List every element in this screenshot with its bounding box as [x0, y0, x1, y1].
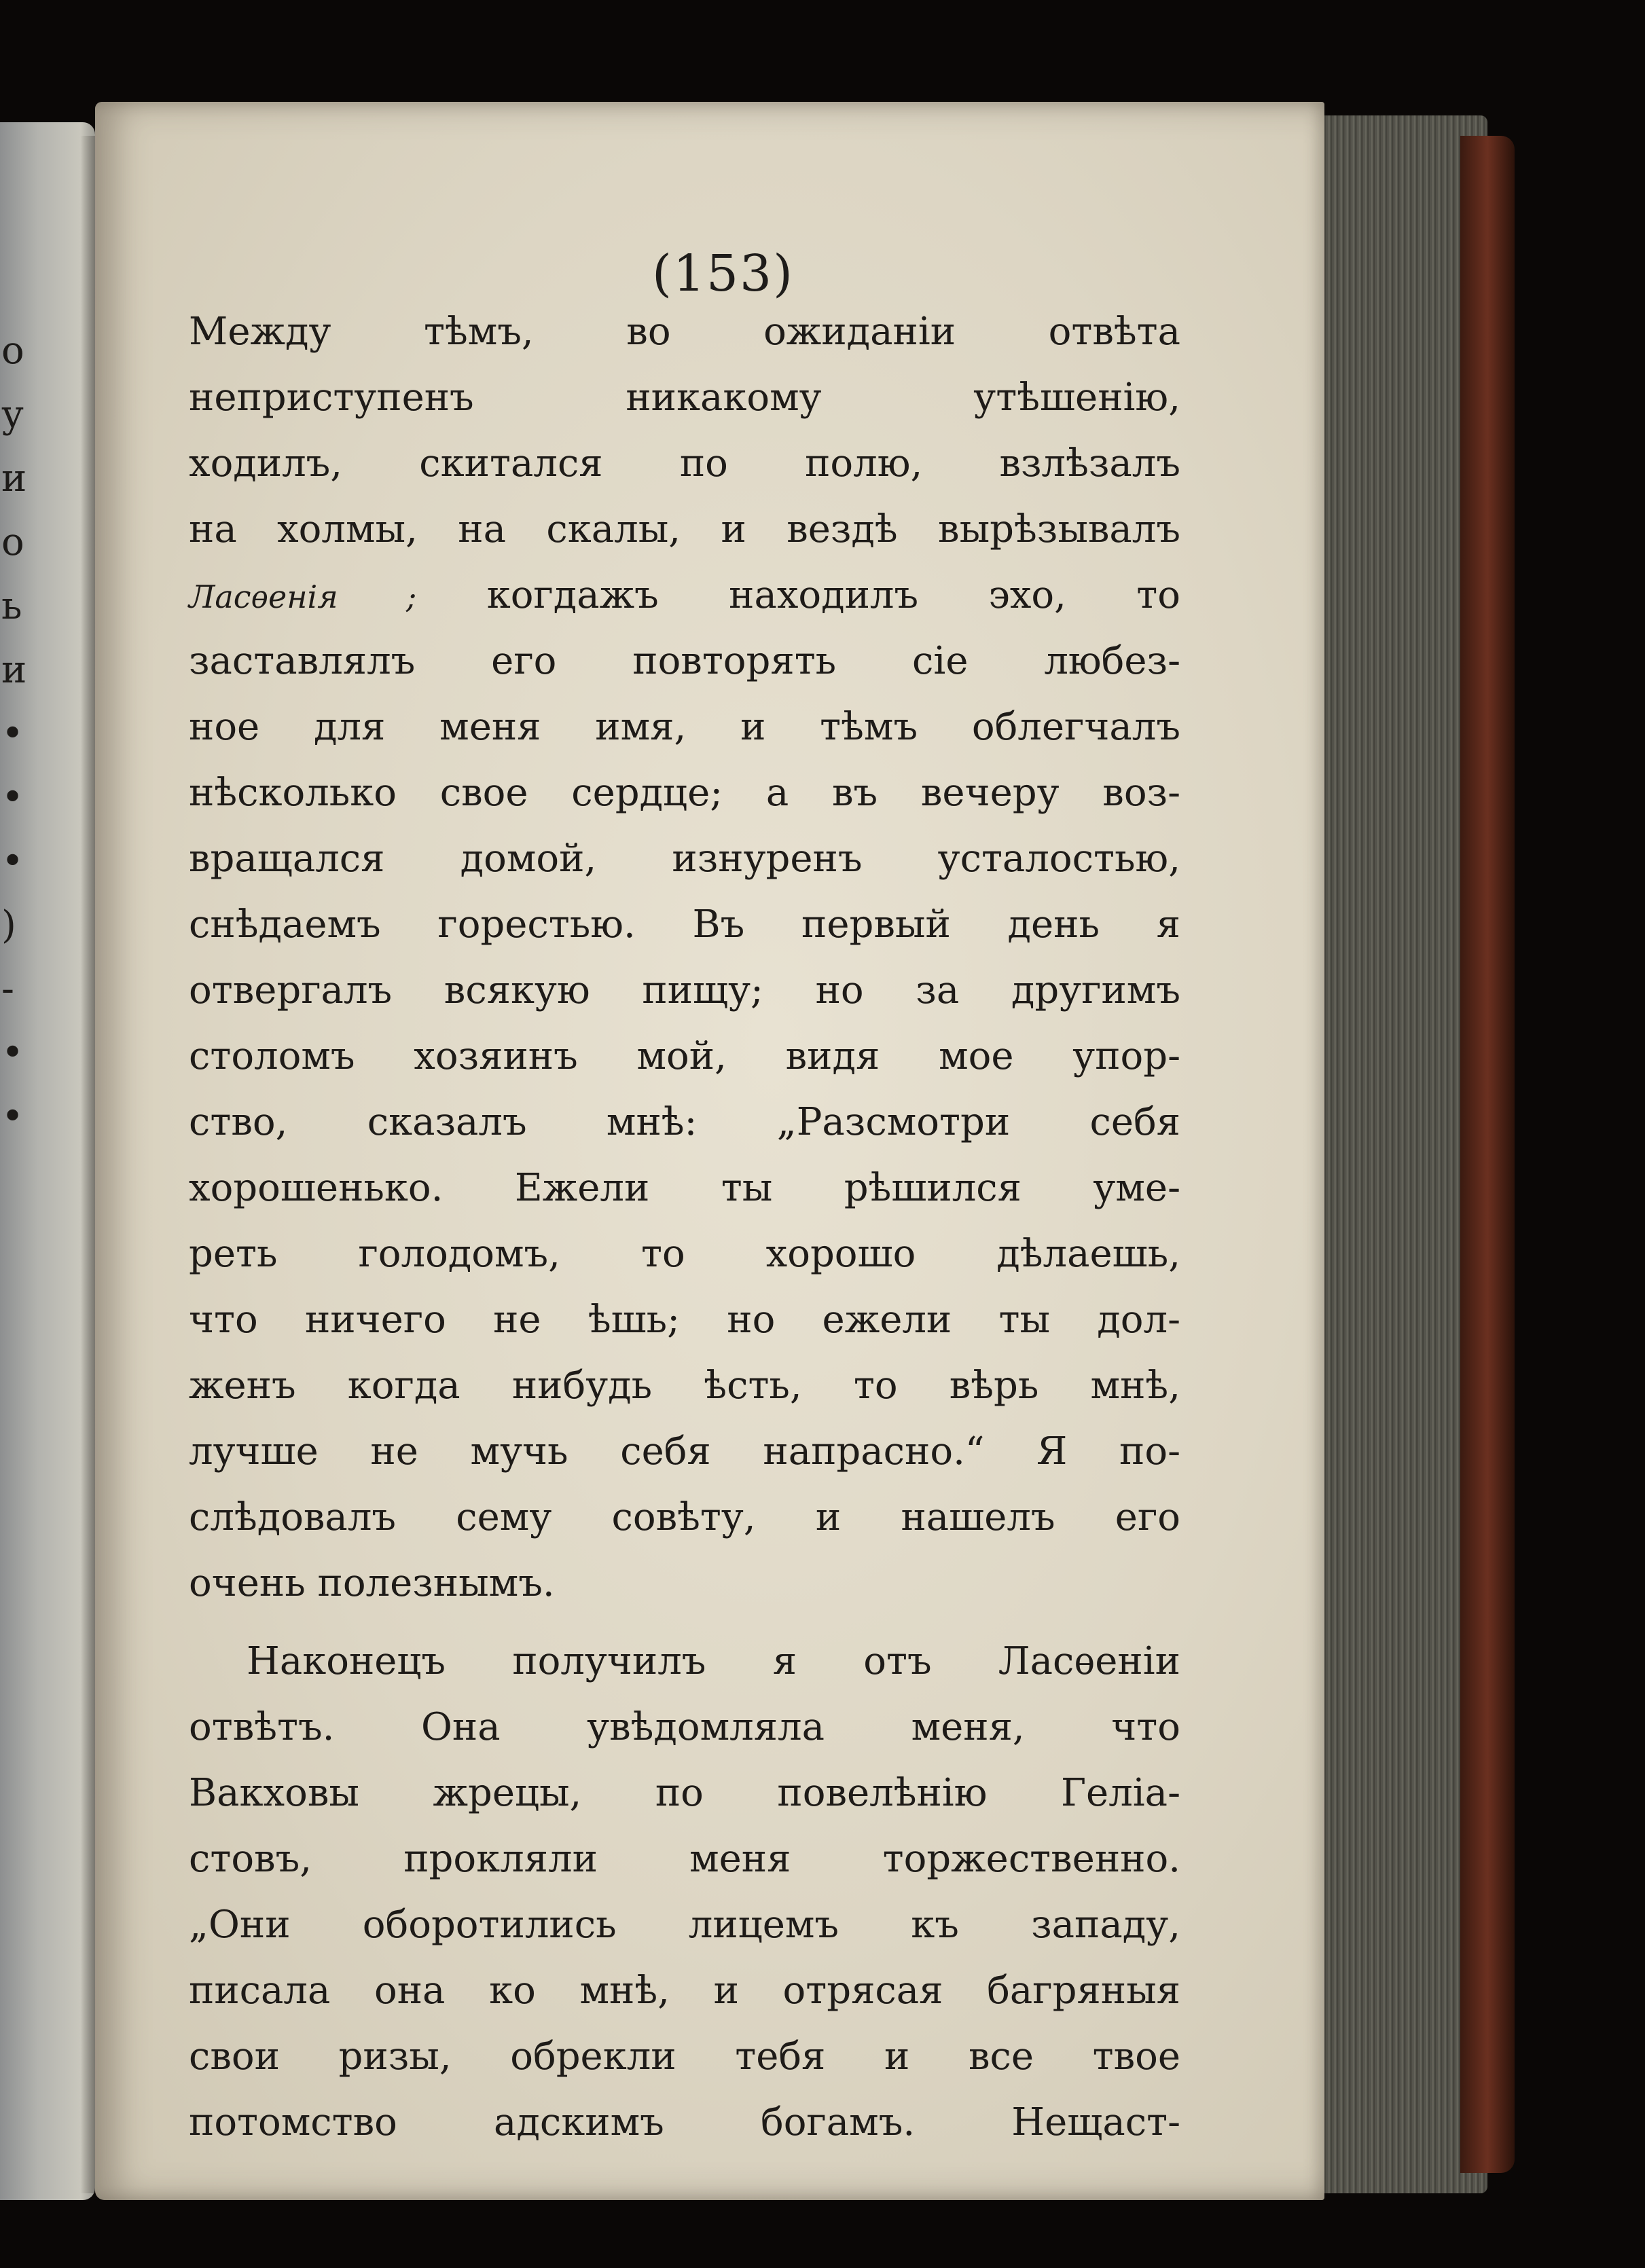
paragraph-gap — [189, 1616, 1180, 1628]
text-line: неприступенъ никакому утѣшенію, — [189, 376, 1180, 420]
text-line: свои ризы, обрекли тебя и все твое — [189, 2034, 1180, 2079]
text-line: ство, сказалъ мнѣ: „Разсмотри себя — [189, 1100, 1180, 1144]
text-line: Наконецъ получилъ я отъ Ласѳеніи — [247, 1639, 1180, 1683]
left-fragment: у — [1, 392, 24, 437]
left-fragment: • — [1, 839, 24, 883]
text-line: женъ когда нибудь ѣсть, то вѣрь мнѣ, — [189, 1364, 1180, 1408]
text-line: нѣсколько свое сердце; а въ вечеру воз- — [189, 771, 1180, 815]
text-line: слѣдовалъ сему совѣту, и нашелъ его — [189, 1495, 1180, 1539]
left-fragment: ) — [1, 903, 16, 947]
text-line: писала она ко мнѣ, и отрясая багряныя — [189, 1969, 1180, 2013]
text-line: ходилъ, скитался по полю, взлѣзалъ — [189, 441, 1180, 486]
left-page-text-fragments — [1, 319, 29, 1149]
book-page — [95, 102, 1324, 2200]
text-line: ное для меня имя, и тѣмъ облегчалъ — [189, 705, 1180, 749]
book-cover-edge — [1460, 136, 1515, 2173]
left-fragment: о — [1, 520, 24, 564]
left-fragment: о — [1, 329, 24, 373]
left-fragment: ь — [1, 584, 22, 628]
text-line: отвергалъ всякую пищу; но за другимъ — [189, 968, 1180, 1012]
left-fragment: • — [1, 1031, 24, 1075]
text-line: заставлялъ его повторять сіе любез- — [189, 639, 1180, 683]
left-fragment: • — [1, 1095, 24, 1139]
text-line: потомство адскимъ богамъ. Нещаст- — [189, 2100, 1180, 2144]
text-line: столомъ хозяинъ мой, видя мое упор- — [189, 1034, 1180, 1078]
text-line: лучше не мучь себя напрасно.“ Я по- — [189, 1429, 1180, 1474]
text-line: снѣдаемъ горестью. Въ первый день я — [189, 902, 1180, 947]
text-line: вращался домой, изнуренъ усталостью, — [189, 837, 1180, 881]
italic-name: Ласѳенія ; — [189, 579, 417, 615]
text-line: хорошенько. Ежели ты рѣшился уме- — [189, 1166, 1180, 1210]
text-line: „Они оборотились лицемъ къ западу, — [189, 1903, 1180, 1947]
text-line: на холмы, на скалы, и вездѣ вырѣзывалъ — [189, 507, 1180, 551]
text-line — [189, 562, 1180, 628]
text-line: Между тѣмъ, во ожиданіи отвѣта — [189, 310, 1180, 354]
text-line-rest: когдажъ находилъ эхо, то — [486, 573, 1180, 617]
left-fragment: • — [1, 712, 24, 756]
left-fragment: и — [1, 456, 27, 500]
text-line: очень полезнымъ. — [189, 1561, 555, 1605]
left-fragment: - — [1, 967, 14, 1011]
text-line: реть голодомъ, то хорошо дѣлаешь, — [189, 1232, 1180, 1276]
text-line: отвѣтъ. Она увѣдомляла меня, что — [189, 1705, 1180, 1749]
left-fragment: • — [1, 775, 24, 820]
text-line: что ничего не ѣшь; но ежели ты дол- — [189, 1298, 1180, 1342]
page-text — [189, 299, 1180, 2155]
text-line: стовъ, прокляли меня торжественно. — [189, 1837, 1180, 1881]
page-number: (153) — [652, 244, 794, 303]
text-line: Вакховы жрецы, по повелѣнію Геліа- — [189, 1771, 1180, 1815]
left-fragment: и — [1, 648, 27, 692]
